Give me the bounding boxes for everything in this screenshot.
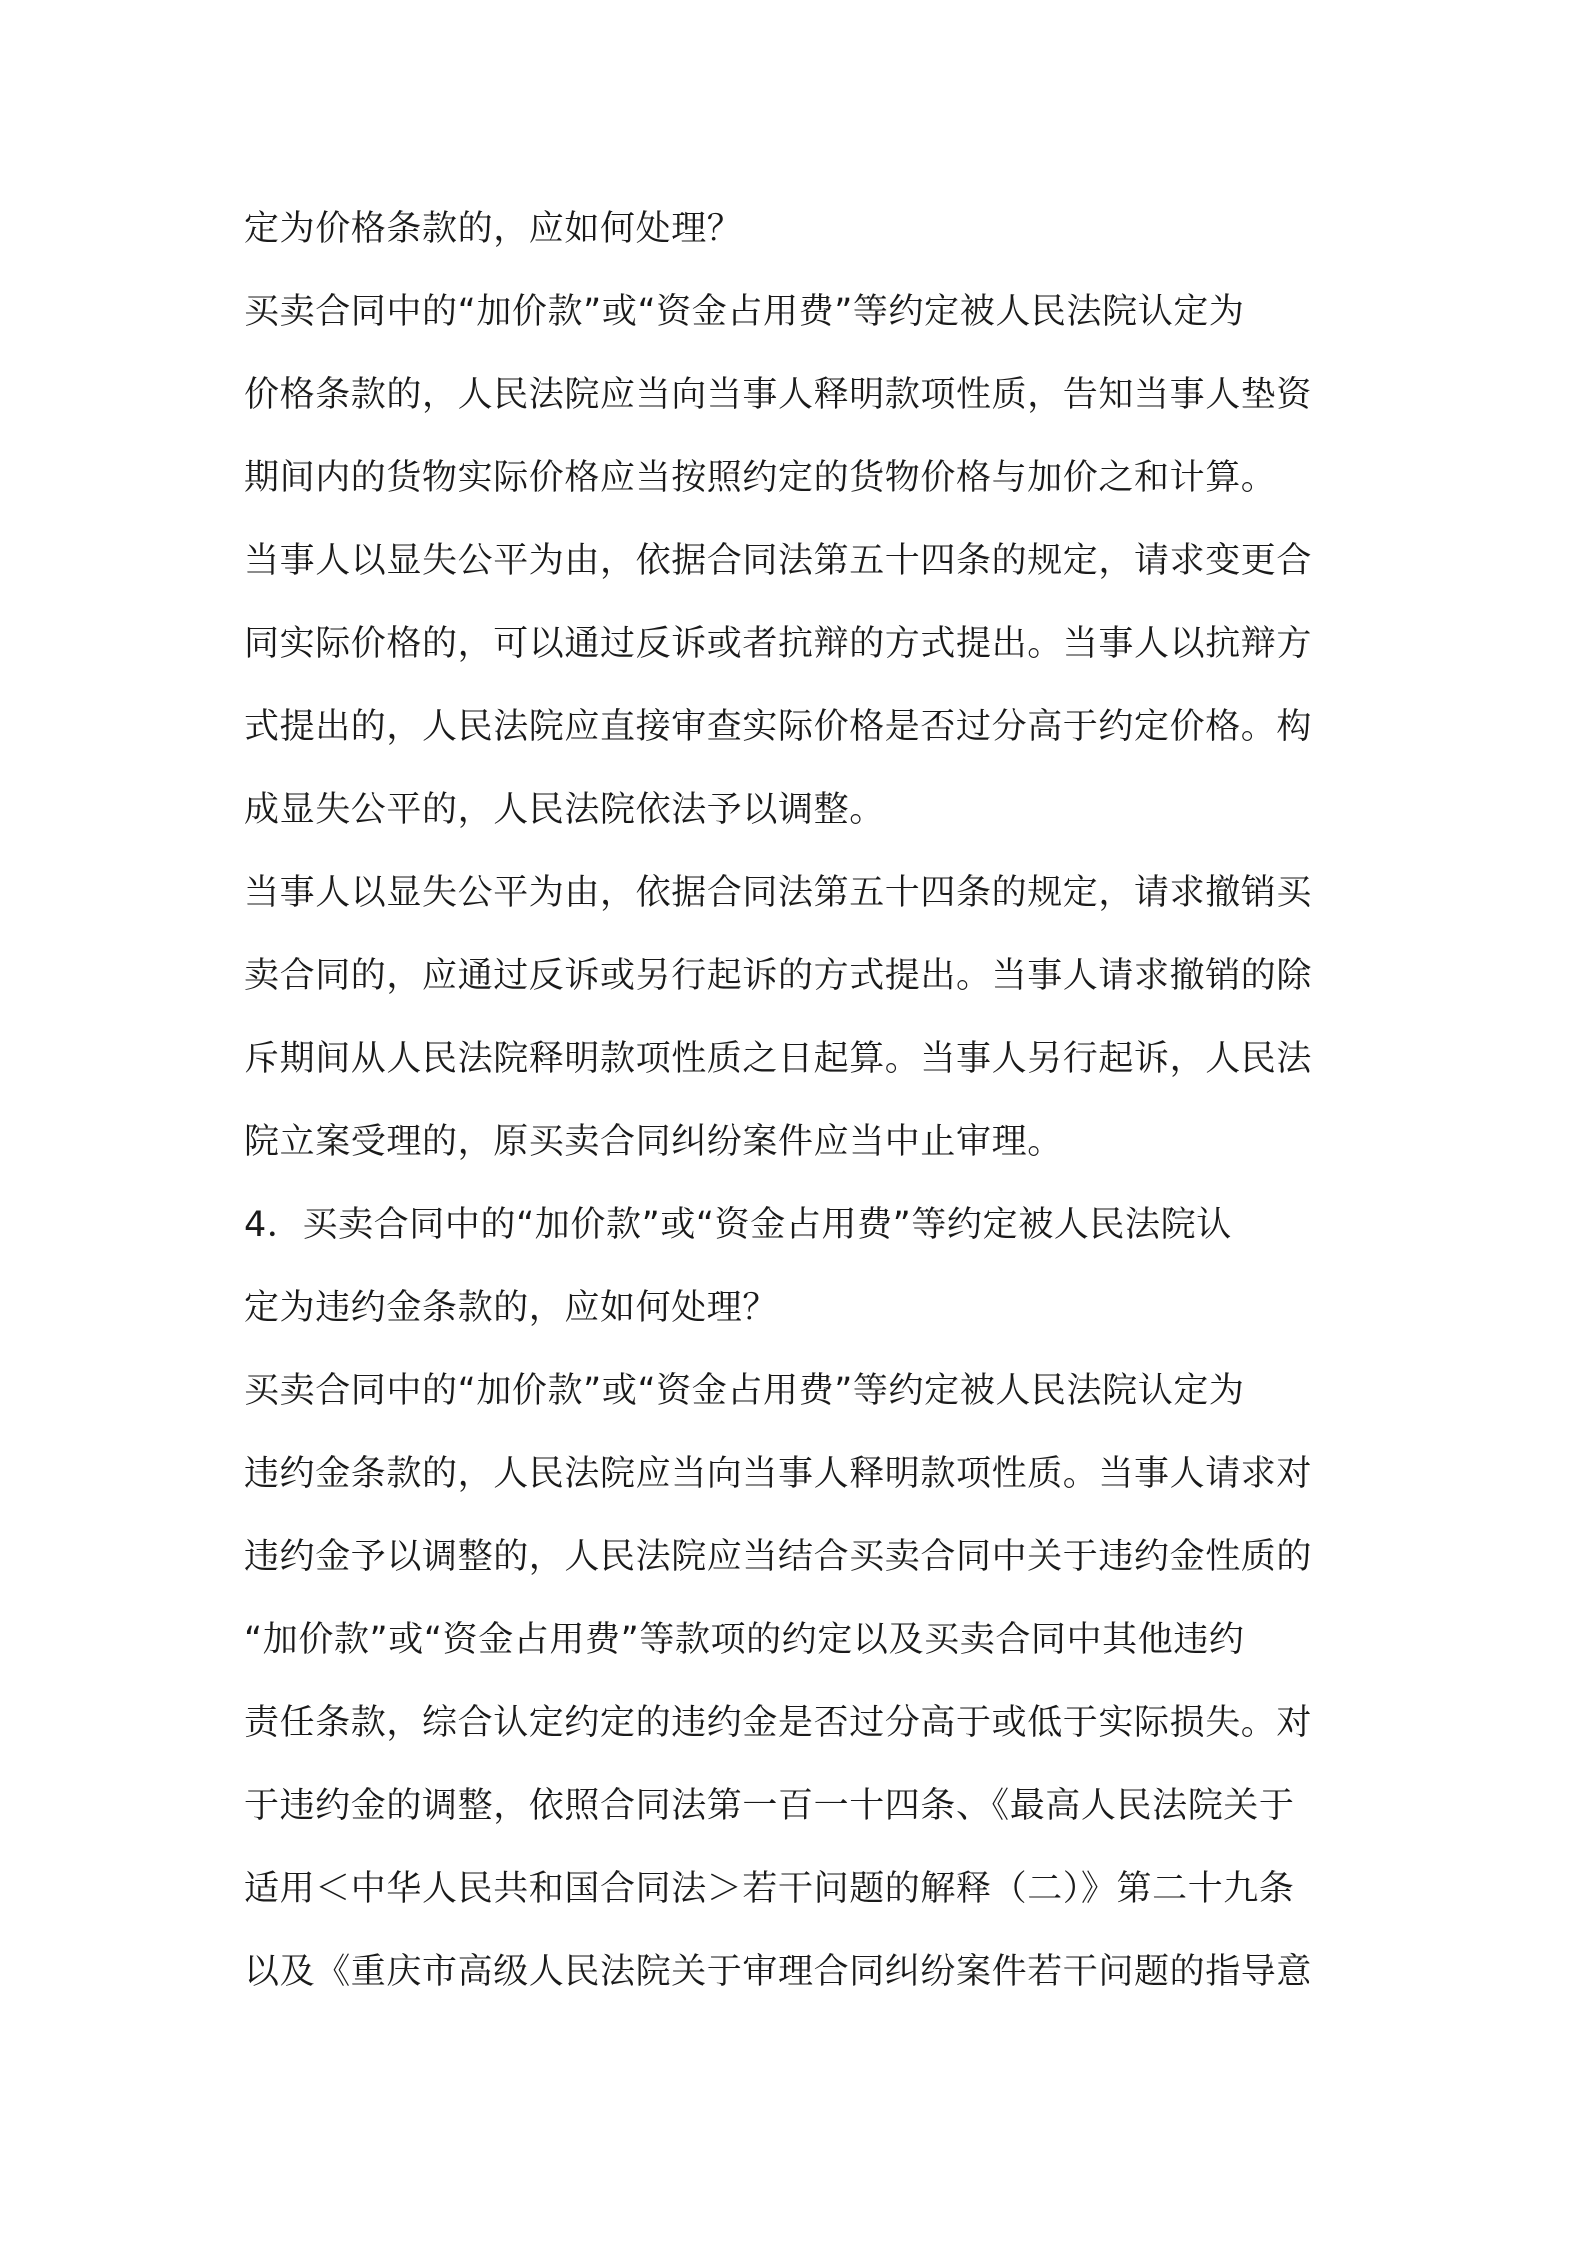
text-line: 成显失公平的，人民法院依法予以调整。 bbox=[244, 790, 885, 830]
text-line: 4．买卖合同中的“加价款”或“资金占用费”等约定被人民法院认 bbox=[244, 1205, 1232, 1245]
text-line: 价格条款的，人民法院应当向当事人释明款项性质，告知当事人垫资 bbox=[244, 375, 1313, 415]
document-body bbox=[244, 188, 1360, 2014]
text-line: 同实际价格的，可以通过反诉或者抗辩的方式提出。当事人以抗辩方 bbox=[244, 624, 1313, 664]
text-line: 买卖合同中的“加价款”或“资金占用费”等约定被人民法院认定为 bbox=[244, 292, 1245, 332]
text-line: 责任条款，综合认定约定的违约金是否过分高于或低于实际损失。对 bbox=[244, 1703, 1313, 1743]
text-line: 定为违约金条款的，应如何处理？ bbox=[244, 1288, 779, 1328]
text-line: 式提出的，人民法院应直接审查实际价格是否过分高于约定价格。构 bbox=[244, 707, 1313, 747]
text-line: 违约金予以调整的，人民法院应当结合买卖合同中关于违约金性质的 bbox=[244, 1537, 1313, 1577]
text-line: 以及《重庆市高级人民法院关于审理合同纠纷案件若干问题的指导意 bbox=[244, 1952, 1313, 1992]
text-line: 卖合同的，应通过反诉或另行起诉的方式提出。当事人请求撤销的除 bbox=[244, 956, 1313, 996]
text-line: 适用＜中华人民共和国合同法＞若干问题的解释（二）》第二十九条 bbox=[244, 1869, 1295, 1909]
text-line: 定为价格条款的，应如何处理？ bbox=[244, 209, 743, 249]
text-line: “加价款”或“资金占用费”等款项的约定以及买卖合同中其他违约 bbox=[244, 1620, 1245, 1660]
text-line: 斥期间从人民法院释明款项性质之日起算。当事人另行起诉，人民法 bbox=[244, 1039, 1313, 1079]
text-line: 院立案受理的，原买卖合同纠纷案件应当中止审理。 bbox=[244, 1122, 1063, 1162]
text-line: 当事人以显失公平为由，依据合同法第五十四条的规定，请求撤销买 bbox=[244, 873, 1313, 913]
text-line: 违约金条款的，人民法院应当向当事人释明款项性质。当事人请求对 bbox=[244, 1454, 1313, 1494]
text-line: 于违约金的调整，依照合同法第一百一十四条、《最高人民法院关于 bbox=[244, 1786, 1295, 1826]
text-line: 期间内的货物实际价格应当按照约定的货物价格与加价之和计算。 bbox=[244, 458, 1277, 498]
text-line: 当事人以显失公平为由，依据合同法第五十四条的规定，请求变更合 bbox=[244, 541, 1313, 581]
text-line: 买卖合同中的“加价款”或“资金占用费”等约定被人民法院认定为 bbox=[244, 1371, 1245, 1411]
